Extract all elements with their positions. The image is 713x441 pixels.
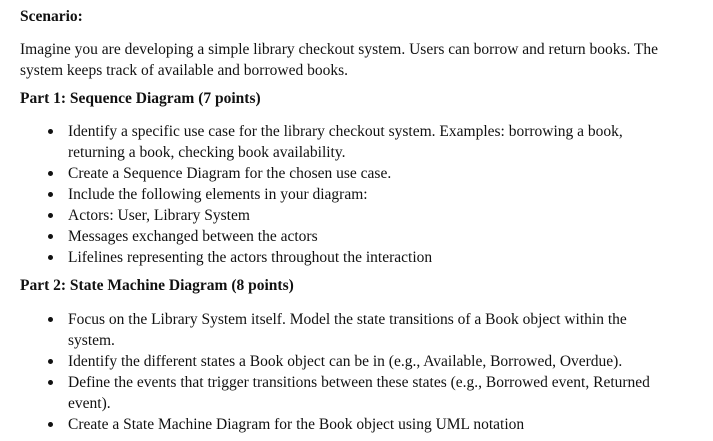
list-item <box>20 247 700 268</box>
list-item <box>20 226 700 247</box>
list-item-text: Identify the different states a Book object can be in (e.g., Available, Borrowed, Overdue). <box>68 353 623 370</box>
list-item <box>20 372 700 414</box>
list-item <box>20 351 700 372</box>
list-item-text: Actors: User, Library System <box>68 207 250 224</box>
list-item-text: Lifelines representing the actors throughout the interaction <box>68 249 433 266</box>
bullet-icon <box>48 422 53 427</box>
part1-heading: Part 1: Sequence Diagram (7 points) <box>20 90 261 107</box>
part1-bullet-list <box>20 121 700 268</box>
list-item-text: Focus on the Library System itself. Model the state transitions of a Book object within the system. <box>68 311 627 349</box>
list-item-text: Create a Sequence Diagram for the chosen use case. <box>68 165 392 182</box>
bullet-icon <box>48 255 53 260</box>
list-item-text: Include the following elements in your diagram: <box>68 186 368 203</box>
bullet-icon <box>48 359 53 364</box>
bullet-icon <box>48 171 53 176</box>
list-item-text: Define the events that trigger transitions between these states (e.g., Borrowed event, Returned event). <box>68 374 650 412</box>
scenario-heading: Scenario: <box>20 8 83 25</box>
list-item-text: Identify a specific use case for the library checkout system. Examples: borrowing a book, returning a book, checking book availability. <box>68 123 623 161</box>
bullet-icon <box>48 317 53 322</box>
list-item <box>20 184 700 205</box>
part2-bullet-list <box>20 309 700 435</box>
list-item-text: Create a State Machine Diagram for the Book object using UML notation <box>68 416 525 433</box>
list-item <box>20 121 700 163</box>
list-item-text: Messages exchanged between the actors <box>68 228 318 245</box>
list-item <box>20 414 700 435</box>
bullet-icon <box>48 192 53 197</box>
bullet-icon <box>48 129 53 134</box>
bullet-icon <box>48 213 53 218</box>
list-item <box>20 205 700 226</box>
list-item <box>20 163 700 184</box>
part2-heading: Part 2: State Machine Diagram (8 points) <box>20 277 294 294</box>
scenario-text: Imagine you are developing a simple library checkout system. Users can borrow and return books. The system keeps track of available and borrowed books. <box>20 41 659 79</box>
list-item <box>20 309 700 351</box>
bullet-icon <box>48 380 53 385</box>
bullet-icon <box>48 234 53 239</box>
